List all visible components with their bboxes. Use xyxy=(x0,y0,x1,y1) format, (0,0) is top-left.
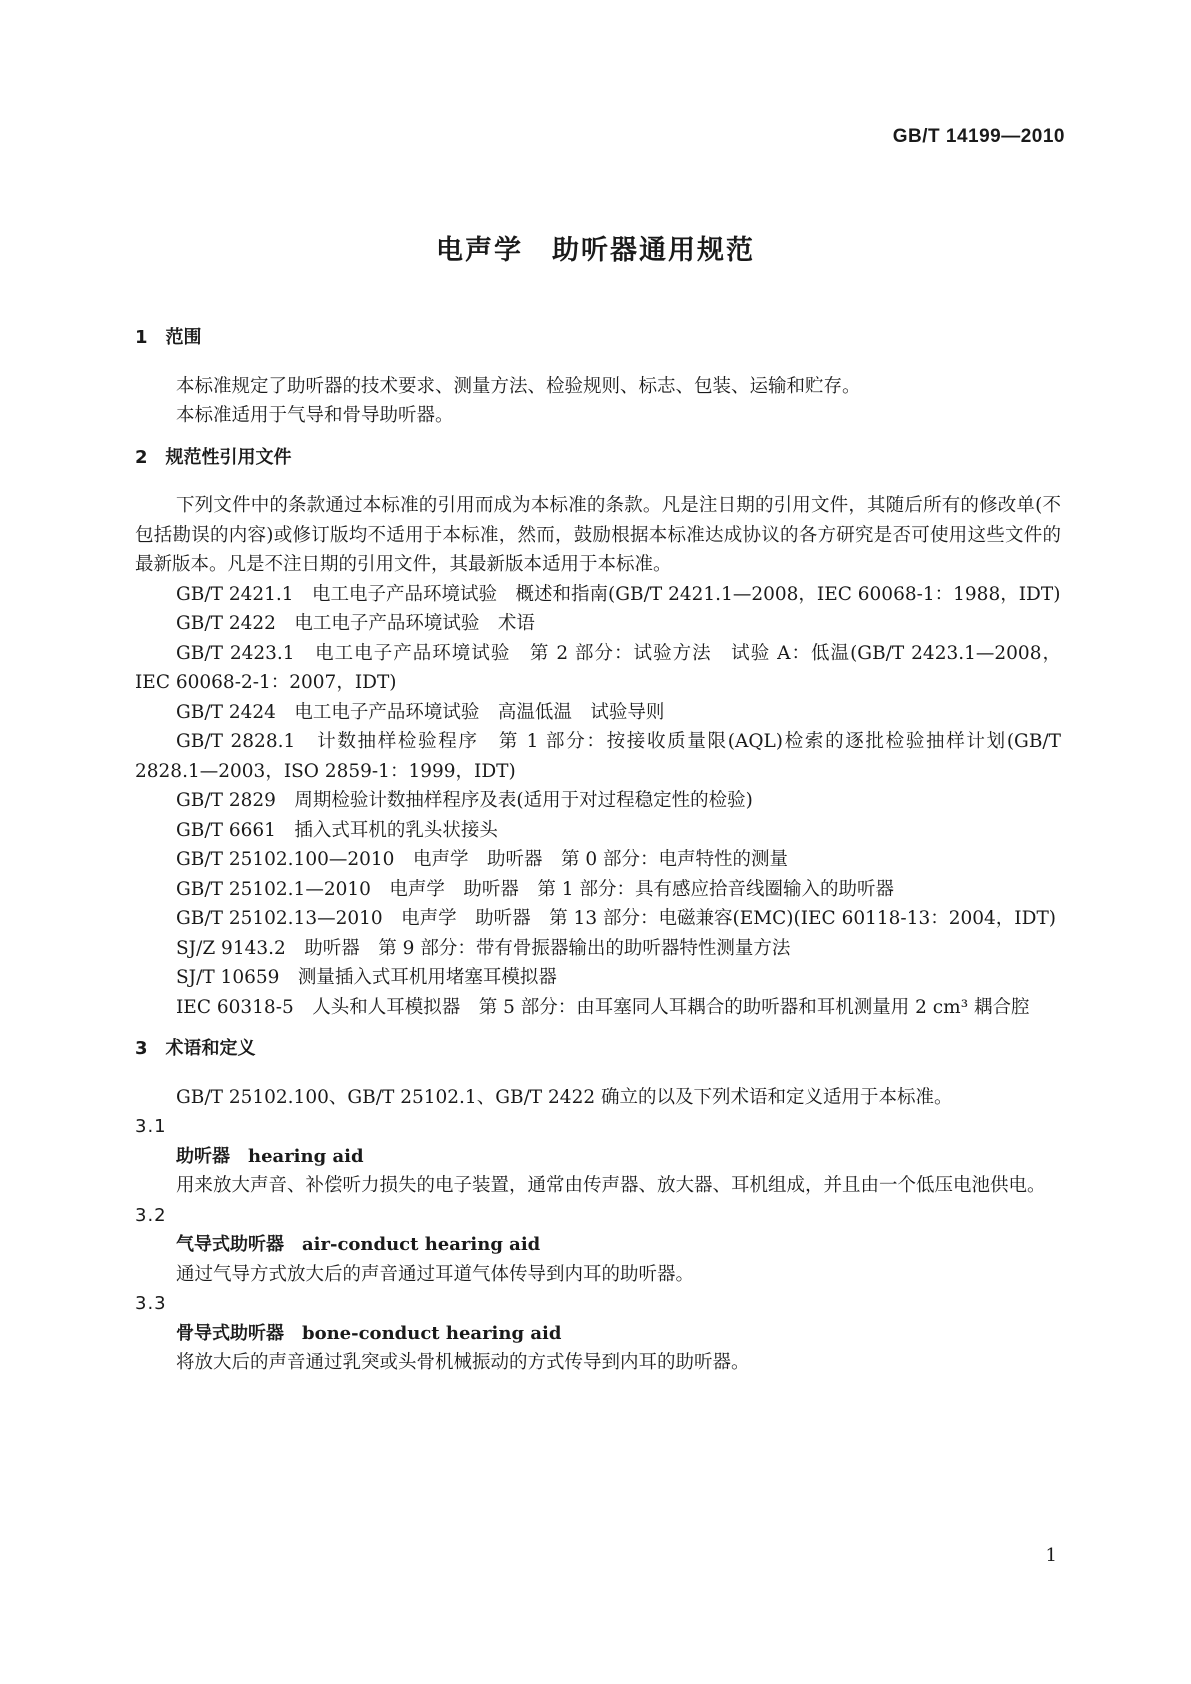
term-en: hearing aid xyxy=(248,1145,364,1167)
term-heading xyxy=(135,1230,1061,1260)
reference-item: IEC 60318-5 人头和人耳模拟器 第 5 部分：由耳塞同人耳耦合的助听器和耳机测量用 2 cm³ 耦合腔 xyxy=(176,996,1030,1018)
reference-item: GB/T 2423.1 电工电子产品环境试验 第 2 部分：试验方法 试验 A：低温(GB/T 2423.1—2008，IEC 60068-2-1：2007，IDT) xyxy=(135,642,1061,693)
document-title: 电声学 助听器通用规范 xyxy=(436,235,755,266)
section-3-heading: 3 术语和定义 xyxy=(135,1038,256,1059)
terms-intro: GB/T 25102.100、GB/T 25102.1、GB/T 2422 确立的以及下列术语和定义适用于本标准。 xyxy=(176,1086,953,1108)
term-heading xyxy=(135,1319,1061,1349)
scope-paragraph: 本标准适用于气导和骨导助听器。 xyxy=(176,405,454,426)
reference-item: GB/T 2422 电工电子产品环境试验 术语 xyxy=(176,613,535,634)
term-zh: 气导式助听器 xyxy=(176,1234,284,1255)
reference-item: SJ/Z 9143.2 助听器 第 9 部分：带有骨振器输出的助听器特性测量方法 xyxy=(176,937,791,959)
reference-item: GB/T 2424 电工电子产品环境试验 高温低温 试验导则 xyxy=(176,701,665,723)
document-body xyxy=(135,323,1061,1378)
scope-paragraph: 本标准规定了助听器的技术要求、测量方法、检验规则、标志、包装、运输和贮存。 xyxy=(176,375,861,397)
term-zh: 助听器 xyxy=(176,1145,230,1167)
reference-item: GB/T 6661 插入式耳机的乳头状接头 xyxy=(176,819,498,841)
page-number: 1 xyxy=(1045,1545,1057,1566)
term-number: 3.2 xyxy=(135,1204,167,1226)
standard-code: GB/T 14199—2010 xyxy=(892,126,1065,147)
term-heading xyxy=(135,1142,1061,1172)
reference-item: GB/T 2828.1 计数抽样检验程序 第 1 部分：按接收质量限(AQL)检索的逐批检验抽样计划(GB/T 2828.1—2003，ISO 2859-1：1999，IDT) xyxy=(135,731,1061,782)
reference-item: GB/T 25102.100—2010 电声学 助听器 第 0 部分：电声特性的测量 xyxy=(176,849,788,870)
section-1-heading: 1 范围 xyxy=(135,327,202,348)
reference-item: GB/T 25102.13—2010 电声学 助听器 第 13 部分：电磁兼容(EMC)(IEC 60118-13：2004，IDT) xyxy=(176,908,1057,929)
reference-item: GB/T 25102.1—2010 电声学 助听器 第 1 部分：具有感应拾音线圈输入的助听器 xyxy=(176,878,894,900)
section-2-heading: 2 规范性引用文件 xyxy=(135,446,292,468)
term-zh: 骨导式助听器 xyxy=(176,1322,284,1344)
term-en: bone-conduct hearing aid xyxy=(302,1322,562,1344)
reference-item: GB/T 2829 周期检验计数抽样程序及表(适用于对过程稳定性的检验) xyxy=(176,790,753,811)
references-intro: 下列文件中的条款通过本标准的引用而成为本标准的条款。凡是注日期的引用文件，其随后所有的修改单(不包括勘误的内容)或修订版均不适用于本标准，然而，鼓励根据本标准达成协议的各方研究是否可使用这些文件的最新版本。凡是不注日期的引用文件，其最新版本适用于本标准。 xyxy=(135,495,1061,575)
term-definition: 通过气导方式放大后的声音通过耳道气体传导到内耳的助听器。 xyxy=(176,1263,695,1285)
reference-item: SJ/T 10659 测量插入式耳机用堵塞耳模拟器 xyxy=(176,967,557,988)
term-number: 3.1 xyxy=(135,1116,167,1137)
term-number: 3.3 xyxy=(135,1293,167,1314)
term-definition: 将放大后的声音通过乳突或头骨机械振动的方式传导到内耳的助听器。 xyxy=(176,1352,750,1373)
reference-item: GB/T 2421.1 电工电子产品环境试验 概述和指南(GB/T 2421.1—2008，IEC 60068-1：1988，IDT) xyxy=(176,583,1061,605)
term-en: air-conduct hearing aid xyxy=(302,1234,541,1255)
term-definition: 用来放大声音、补偿听力损失的电子装置，通常由传声器、放大器、耳机组成，并且由一个低压电池供电。 xyxy=(176,1175,1046,1196)
